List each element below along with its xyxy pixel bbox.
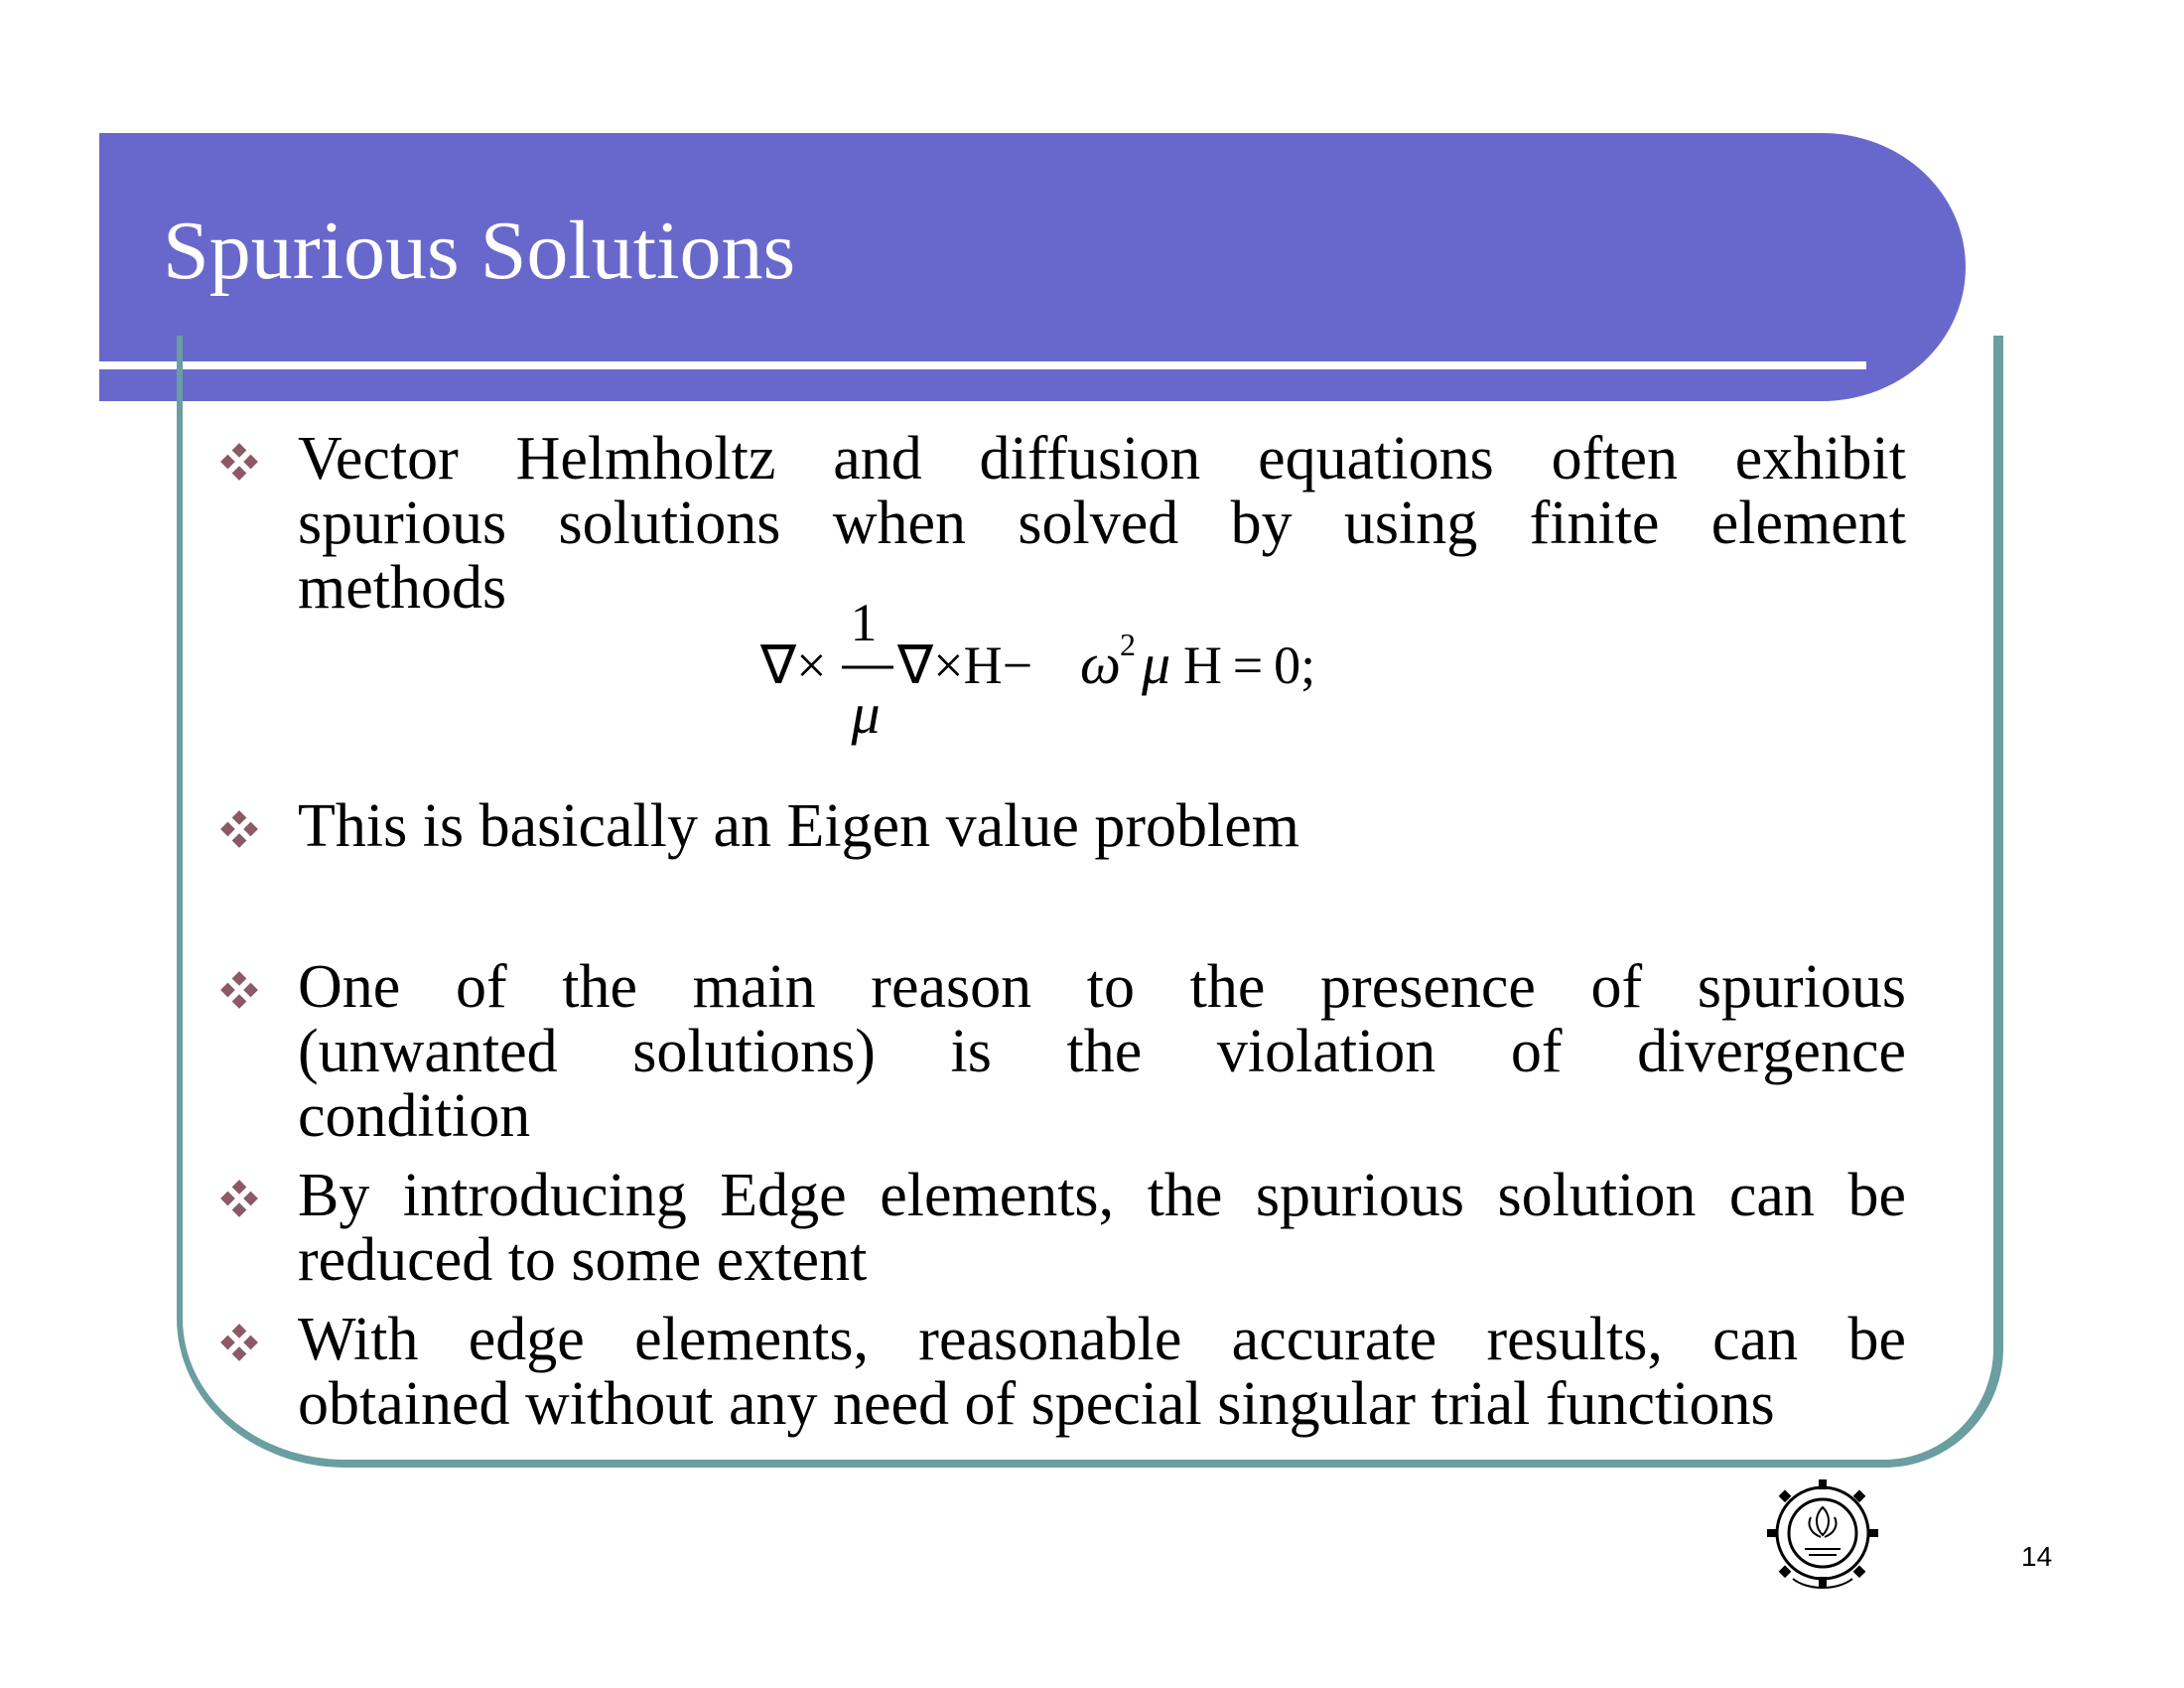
eq-left: ∇× [760, 635, 827, 695]
eq-right: H = 0; [1183, 635, 1316, 695]
bullet-line: With edge elements, reasonable accurate results, can be [298, 1306, 1906, 1373]
diamond-bullet-icon [218, 1178, 260, 1219]
eq-numerator: 1 [850, 593, 878, 652]
diamond-bullet-icon [218, 441, 260, 483]
bullet-line: This is basically an Eigen value problem [298, 792, 1299, 860]
bullet-line: By introducing Edge elements, the spurious solution can be [298, 1162, 1906, 1229]
eq-exponent: 2 [1120, 627, 1136, 662]
bullet-line: Vector Helmholtz and diffusion equations often exhibit [298, 425, 1906, 492]
eq-mu: μ [1142, 632, 1171, 696]
institute-logo [1763, 1476, 1882, 1595]
page-number: 14 [2021, 1541, 2053, 1572]
eq-omega: ω [1080, 632, 1121, 696]
bullet-line: One of the main reason to the presence of spurious [298, 953, 1906, 1021]
slide-title: Spurious Solutions [163, 205, 796, 297]
bullet-line: methods [298, 554, 507, 622]
bullet-line: condition [298, 1082, 531, 1150]
bullet-line: (unwanted solutions) is the violation of divergence [298, 1018, 1906, 1085]
bullet-line: obtained without any need of special singular trial functions [298, 1370, 1775, 1438]
diamond-bullet-icon [218, 808, 260, 850]
bullet-line: reduced to some extent [298, 1226, 868, 1294]
diamond-bullet-icon [218, 1322, 260, 1363]
eq-denominator: μ [851, 681, 881, 746]
diamond-bullet-icon [218, 969, 260, 1011]
eq-middle: ∇×H− [897, 635, 1033, 695]
bullet-line: spurious solutions when solved by using finite element [298, 490, 1906, 557]
